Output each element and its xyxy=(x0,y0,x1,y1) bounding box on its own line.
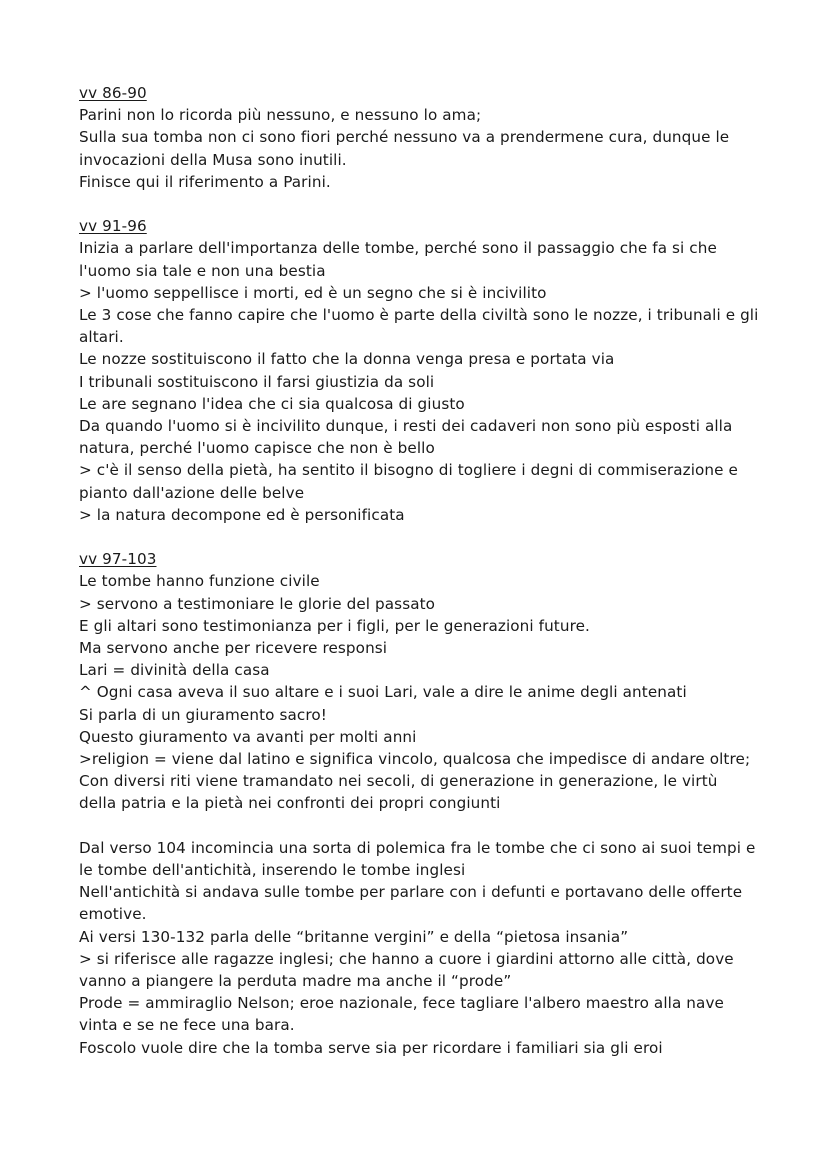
text-line: Le are segnano l'idea che ci sia qualcosa di giusto xyxy=(79,394,465,413)
section-heading: vv 86-90 xyxy=(79,84,147,102)
text-line: Foscolo vuole dire che la tomba serve sia per ricordare i familiari sia gli eroi xyxy=(79,1038,663,1057)
text-line: Nell'antichità si andava sulle tombe per parlare con i defunti e portavano delle offerte emotive. xyxy=(79,883,743,924)
text-line: Ma servono anche per ricevere responsi xyxy=(79,639,388,658)
text-line: ^ Ogni casa aveva il suo altare e i suoi Lari, vale a dire le anime degli antenati xyxy=(79,683,687,702)
text-line: > la natura decompone ed è personificata xyxy=(79,505,405,524)
text-line: Finisce qui il riferimento a Parini. xyxy=(79,172,331,191)
text-line: Questo giuramento va avanti per molti anni xyxy=(79,727,417,746)
text-line: > l'uomo seppellisce i morti, ed è un segno che si è incivilito xyxy=(79,283,547,302)
text-line: Dal verso 104 incomincia una sorta di polemica fra le tombe che ci sono ai suoi tempi e le tombe dell'antichità, inserendo le tombe inglesi xyxy=(79,838,756,880)
text-line: Da quando l'uomo si è incivilito dunque, i resti dei cadaveri non sono più esposti alla natura, perché l'uomo capisce che non è bello xyxy=(79,417,733,458)
text-line: Inizia a parlare dell'importanza delle tombe, perché sono il passaggio che fa si che l'uomo sia tale e non una bestia xyxy=(79,239,717,280)
text-line: E gli altari sono testimonianza per i figli, per le generazioni future. xyxy=(79,616,590,635)
text-line: Le 3 cose che fanno capire che l'uomo è parte della civiltà sono le nozze, i tribunali e gli altari. xyxy=(79,306,759,347)
text-line: Sulla sua tomba non ci sono fiori perché nessuno va a prendermene cura, dunque le invocazioni della Musa sono inutili. xyxy=(79,128,730,169)
text-line: Ai versi 130-132 parla delle “britanne vergini” e della “pietosa insania” xyxy=(79,927,629,946)
text-line: > servono a testimoniare le glorie del passato xyxy=(79,594,436,613)
text-line: Le tombe hanno funzione civile xyxy=(79,572,320,591)
text-line: Con diversi riti viene tramandato nei secoli, di generazione in generazione, le virtù della patria e la pietà nei confronti dei propri congiunti xyxy=(79,772,718,813)
section-heading: vv 97-103 xyxy=(79,550,157,569)
section-vv-86-90 xyxy=(79,82,759,193)
text-line: Prode = ammiraglio Nelson; eroe nazionale, fece tagliare l'albero maestro alla nave vinta e se ne fece una bara. xyxy=(79,994,724,1035)
text-line: I tribunali sostituiscono il farsi giustizia da soli xyxy=(79,372,435,391)
text-line: >religion = viene dal latino e significa vincolo, qualcosa che impedisce di andare oltre; xyxy=(79,750,751,769)
text-line: Le nozze sostituiscono il fatto che la donna venga presa e portata via xyxy=(79,350,615,369)
text-line: Si parla di un giuramento sacro! xyxy=(79,705,327,724)
document-page xyxy=(79,82,759,1081)
section-vv-97-103 xyxy=(79,548,759,814)
section-heading: vv 91-96 xyxy=(79,217,147,236)
text-line: Lari = divinità della casa xyxy=(79,661,270,680)
text-line: > c'è il senso della pietà, ha sentito il bisogno di togliere i degni di commiserazione e pianto dall'azione delle belve xyxy=(79,461,738,502)
text-line: Parini non lo ricorda più nessuno, e nessuno lo ama; xyxy=(79,106,482,125)
section-vv-91-96 xyxy=(79,215,759,526)
section-verso-104 xyxy=(79,837,759,1059)
text-line: > si riferisce alle ragazze inglesi; che hanno a cuore i giardini attorno alle città, dove vanno a piangere la perduta madre ma anche il “prode” xyxy=(79,949,734,991)
